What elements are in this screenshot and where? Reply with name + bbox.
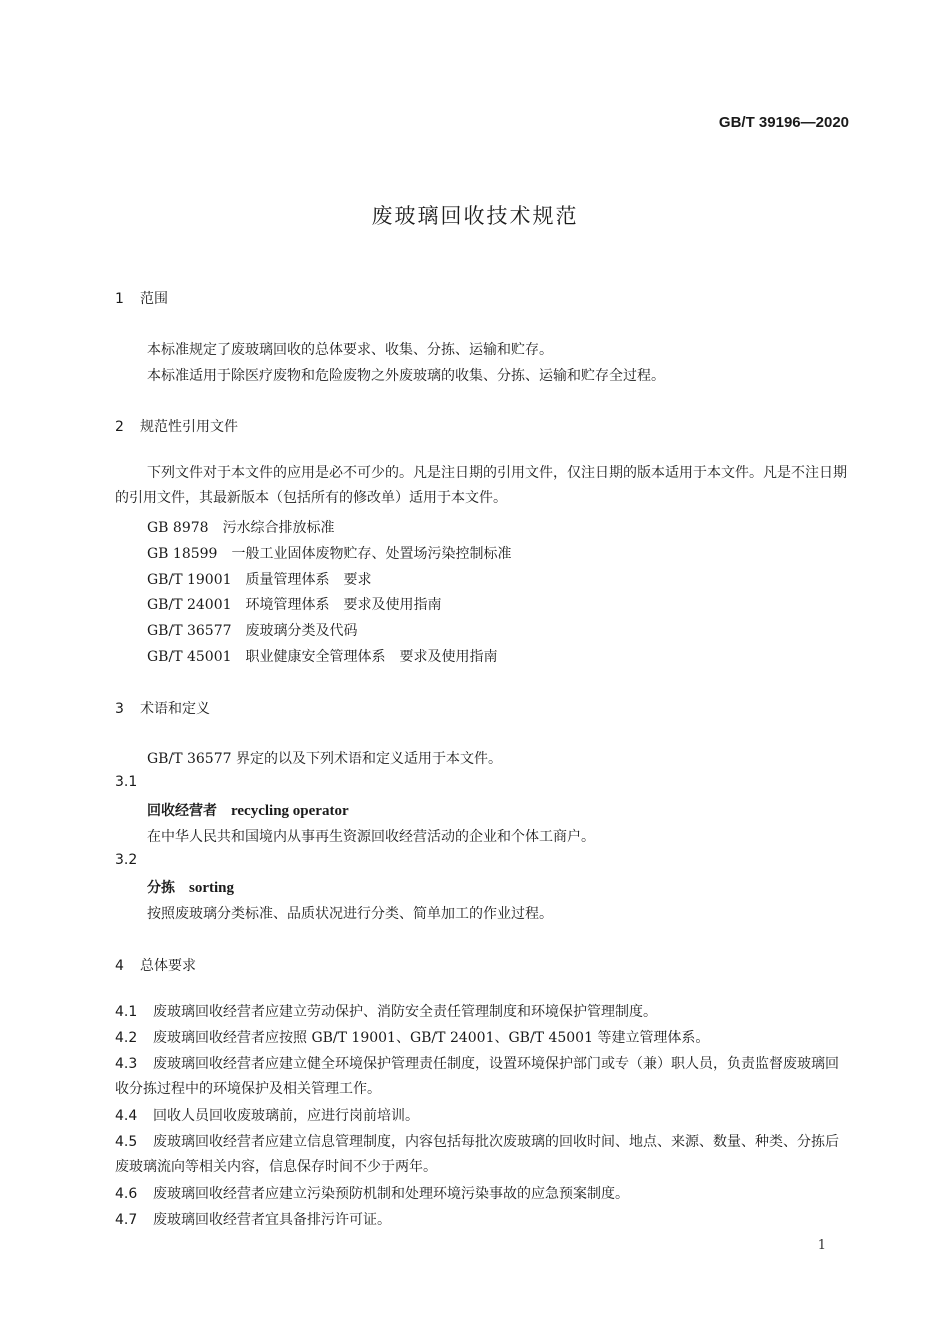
requirement-item [115,1104,850,1129]
reference-item [147,620,358,640]
paragraph: GB/T 36577 界定的以及下列术语和定义适用于本文件。 [147,751,502,767]
clause-number: 4.7 [115,1212,138,1228]
paragraph: 本标准适用于除医疗废物和危险废物之外废玻璃的收集、分拣、运输和贮存全过程。 [147,368,665,384]
section-number: 3 [115,701,124,717]
term-heading [147,877,234,897]
reference-title: 质量管理体系 要求 [245,572,372,588]
term-definition: 按照废玻璃分类标准、品质状况进行分类、简单加工的作业过程。 [147,906,553,922]
term-heading [147,800,349,820]
requirement-item [115,1000,850,1025]
section-title: 术语和定义 [140,701,210,717]
reference-title: 职业健康安全管理体系 要求及使用指南 [245,649,498,665]
term-zh: 分拣 [147,880,175,896]
section-4-heading [115,955,196,975]
clause-text: 废玻璃回收经营者应按照 GB/T 19001、GB/T 24001、GB/T 45001 等建立管理体系。 [153,1030,710,1046]
reference-title: 环境管理体系 要求及使用指南 [245,597,442,613]
document-title: 废玻璃回收技术规范 [371,204,579,228]
requirement-item [115,1130,850,1180]
reference-code: GB/T 36577 [147,623,232,639]
clause-number: 4.5 [115,1134,138,1150]
clause-number: 4.1 [115,1004,138,1020]
section-title: 规范性引用文件 [140,419,238,435]
section-3-heading [115,698,210,718]
clause-number: 4.6 [115,1186,138,1202]
page-number: 1 [817,1238,826,1253]
clause-number: 4.2 [115,1030,138,1046]
reference-title: 污水综合排放标准 [222,520,335,536]
clause-text: 回收人员回收废玻璃前，应进行岗前培训。 [153,1108,419,1124]
reference-item [147,646,498,666]
term-number: 3.2 [115,852,138,868]
requirement-item [115,1026,850,1051]
reference-item [147,594,442,614]
standard-number: GB/T 39196—2020 [718,114,849,131]
reference-code: GB 8978 [147,520,209,536]
requirement-item [115,1208,850,1233]
section-title: 范围 [140,291,168,307]
term-en: sorting [189,880,234,896]
reference-code: GB/T 19001 [147,572,232,588]
reference-title: 一般工业固体废物贮存、处置场污染控制标准 [231,546,512,562]
clause-text: 废玻璃回收经营者应建立健全环境保护管理责任制度，设置环境保护部门或专（兼）职人员，负责监督废玻璃回收分拣过程中的环境保护及相关管理工作。 [115,1056,839,1097]
clause-text: 废玻璃回收经营者应建立信息管理制度，内容包括每批次废玻璃的回收时间、地点、来源、数量、种类、分拣后废玻璃流向等相关内容，信息保存时间不少于两年。 [115,1134,839,1175]
requirement-item [115,1052,850,1102]
clause-number: 4.4 [115,1108,138,1124]
section-number: 4 [115,958,124,974]
clause-number: 4.3 [115,1056,138,1072]
section-number: 1 [115,291,124,307]
reference-code: GB/T 24001 [147,597,232,613]
reference-title: 废玻璃分类及代码 [245,623,358,639]
reference-item [147,517,335,537]
reference-code: GB/T 45001 [147,649,232,665]
term-en: recycling operator [231,803,349,819]
reference-code: GB 18599 [147,546,218,562]
section-title: 总体要求 [140,958,196,974]
paragraph: 本标准规定了废玻璃回收的总体要求、收集、分拣、运输和贮存。 [147,342,553,358]
section-1-heading [115,288,168,308]
reference-item [147,569,372,589]
term-number: 3.1 [115,774,138,790]
clause-text: 废玻璃回收经营者应建立污染预防机制和处理环境污染事故的应急预案制度。 [153,1186,629,1202]
clause-text: 废玻璃回收经营者应建立劳动保护、消防安全责任管理制度和环境保护管理制度。 [153,1004,657,1020]
section-2-heading [115,416,238,436]
term-zh: 回收经营者 [147,803,217,819]
section-number: 2 [115,419,124,435]
clause-text: 废玻璃回收经营者宜具备排污许可证。 [153,1212,391,1228]
reference-item [147,543,511,563]
paragraph: 下列文件对于本文件的应用是必不可少的。凡是注日期的引用文件，仅注日期的版本适用于本文件。凡是不注日期的引用文件，其最新版本（包括所有的修改单）适用于本文件。 [115,465,847,506]
requirement-item [115,1182,850,1207]
term-definition: 在中华人民共和国境内从事再生资源回收经营活动的企业和个体工商户。 [147,829,595,845]
